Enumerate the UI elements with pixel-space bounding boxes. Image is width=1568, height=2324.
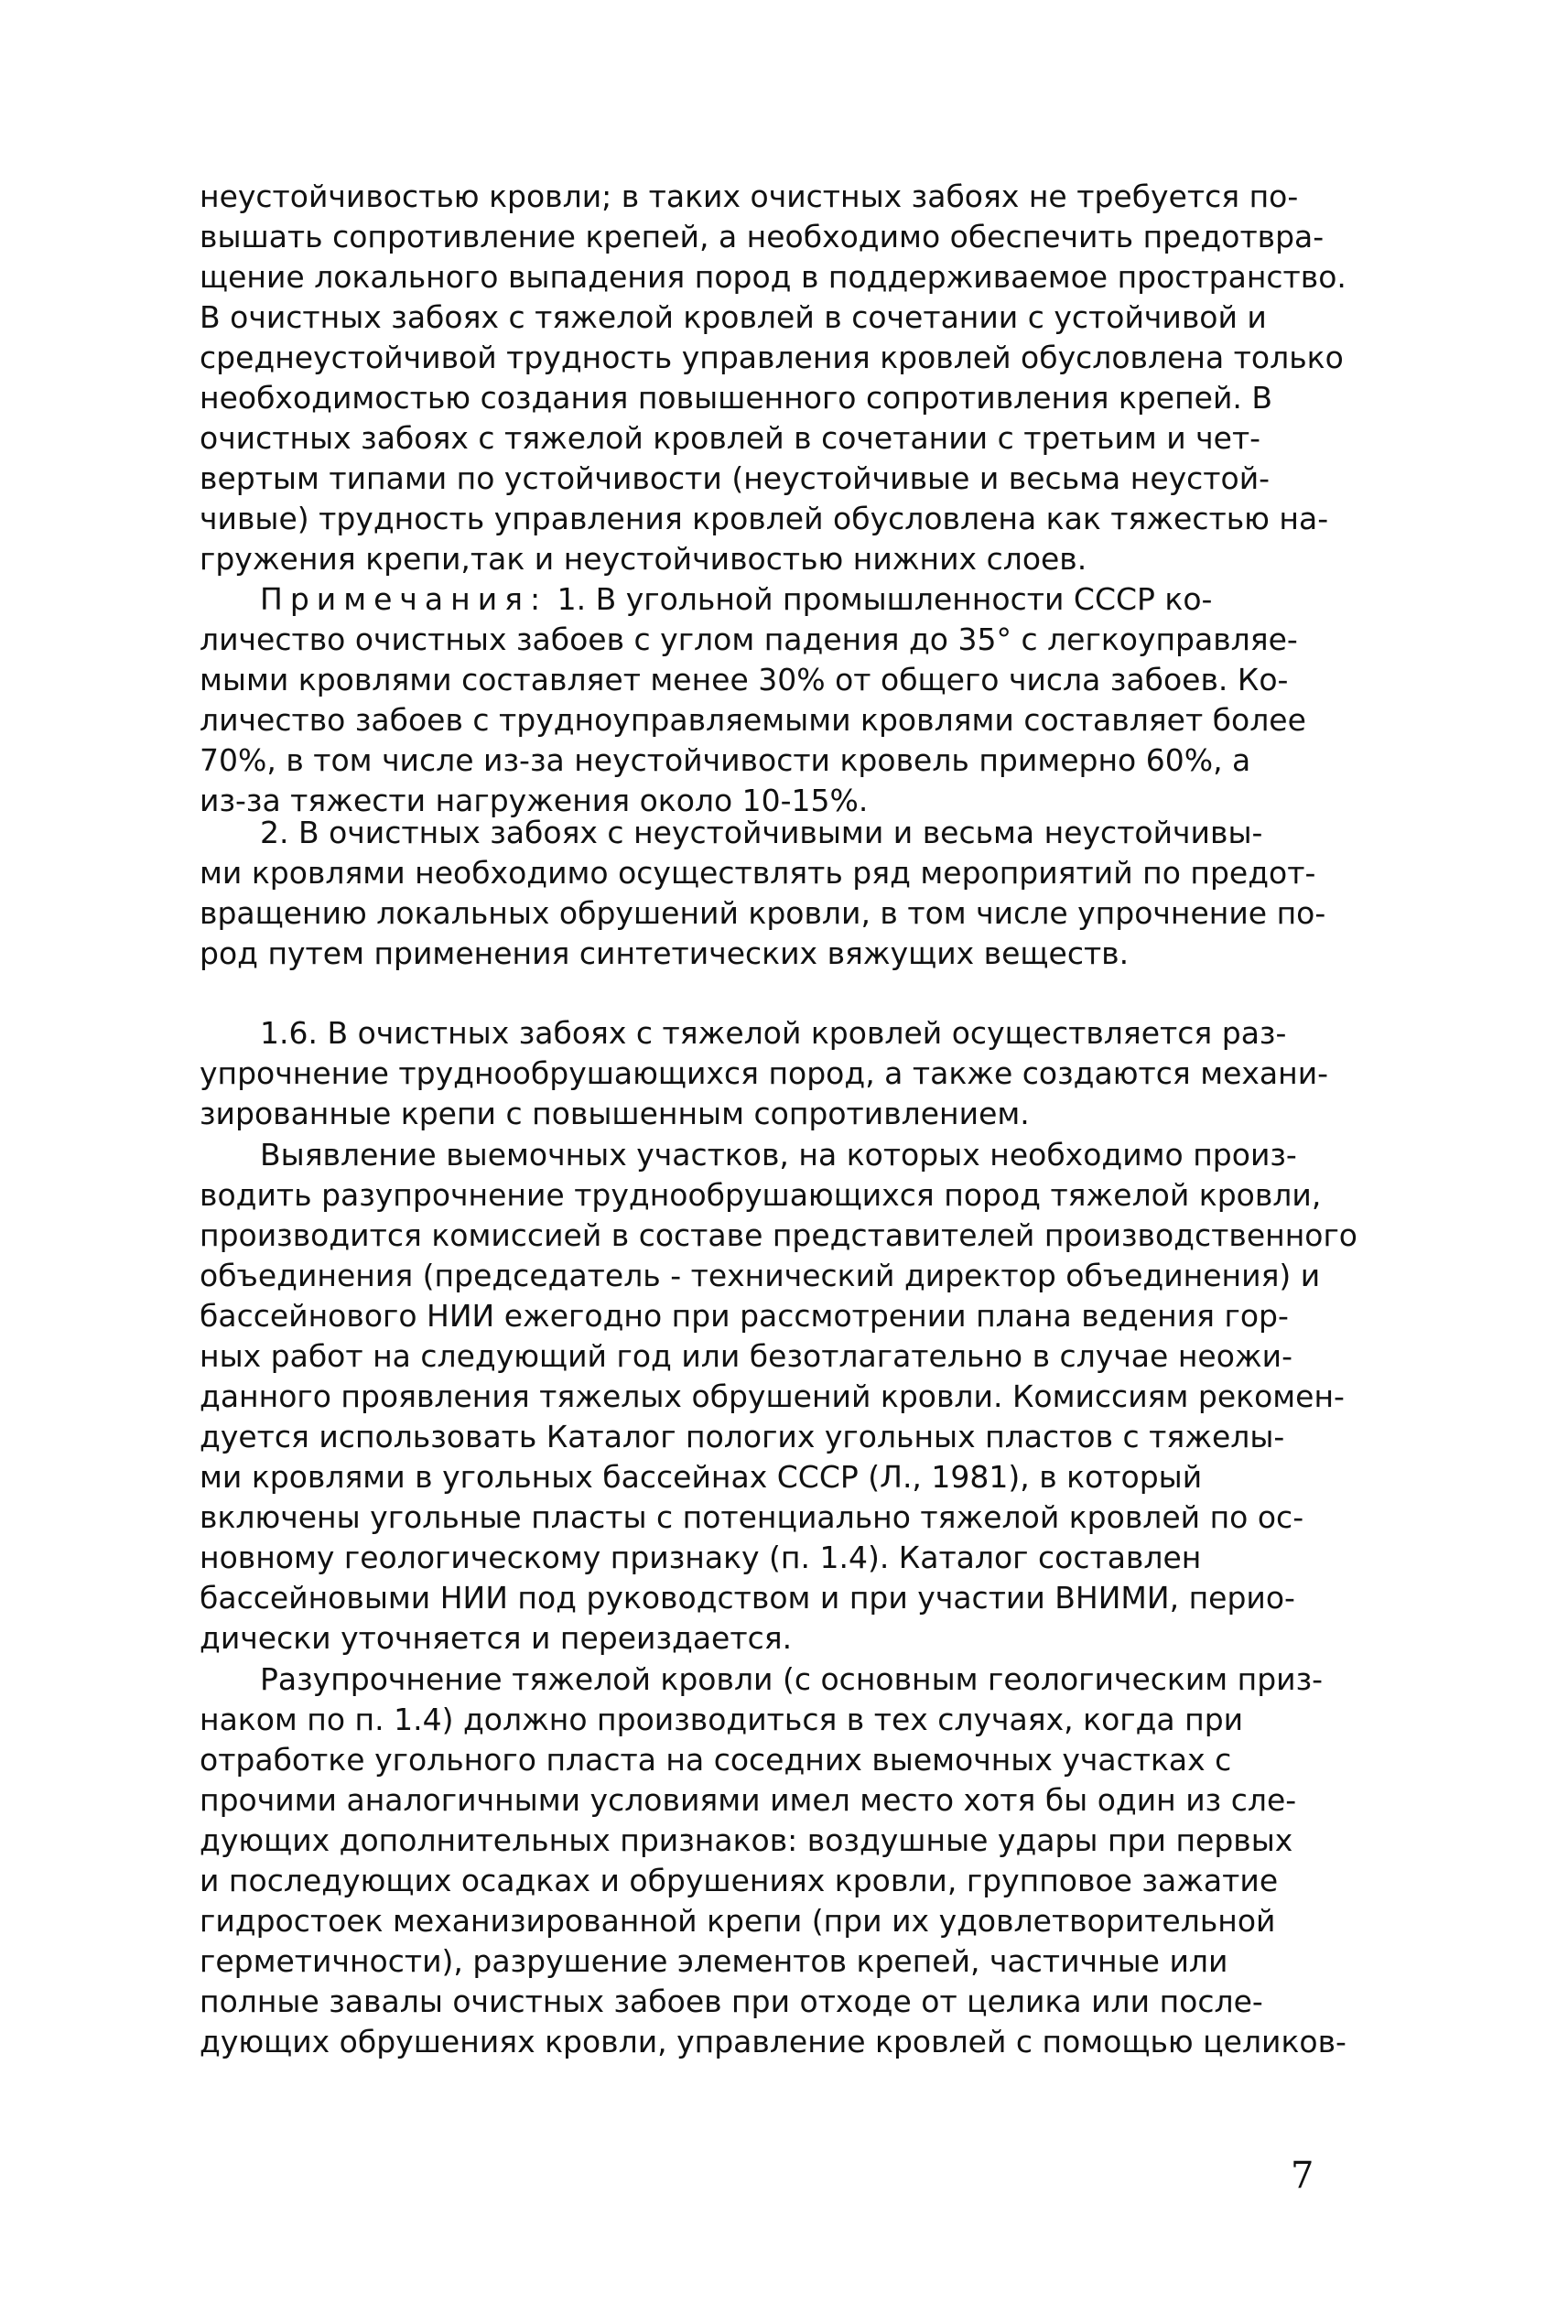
- text-line: вышать сопротивление крепей, а необходимо обеспечить предотвра-: [200, 219, 1325, 254]
- notes-label: Примечания:: [260, 581, 548, 617]
- text-line: производится комиссией в составе представителей производственного: [200, 1217, 1357, 1253]
- text-line: 70%, в том числе из-за неустойчивости кровель примерно 60%, а: [200, 742, 1251, 778]
- text-line: зированные крепи с повышенным сопротивлением.: [200, 1096, 1030, 1131]
- text-line: необходимостью создания повышенного сопротивления крепей. В: [200, 380, 1273, 416]
- paragraph-commission: [200, 1135, 1397, 1659]
- section-1-6: [200, 1013, 1397, 1134]
- text-line: и последующих осадках и обрушениях кровли, групповое зажатие: [200, 1863, 1279, 1898]
- text-line: дически уточняется и переиздается.: [200, 1620, 793, 1656]
- notes-first-line: [200, 579, 1397, 620]
- text-line: дуется использовать Каталог пологих угольных пластов с тяжелы-: [200, 1419, 1285, 1454]
- text-line: данного проявления тяжелых обрушений кровли. Комиссиям рекомен-: [200, 1378, 1345, 1414]
- paragraph-softening: [200, 1659, 1397, 2062]
- text-line: ми кровлями в угольных бассейнах СССР (Л., 1981), в который: [200, 1459, 1203, 1495]
- text-line: 2. В очистных забоях с неустойчивыми и весьма неустойчивы-: [260, 815, 1263, 850]
- text-line: среднеустойчивой трудность управления кровлей обусловлена только: [200, 340, 1344, 375]
- text-line: объединения (председатель - технический директор объединения) и: [200, 1258, 1321, 1293]
- text-line: личество забоев с трудноуправляемыми кровлями составляет более: [200, 702, 1306, 738]
- text-line: отработке угольного пласта на соседних выемочных участках с: [200, 1742, 1232, 1778]
- text-line: бассейнового НИИ ежегодно при рассмотрении плана ведения гор-: [200, 1298, 1289, 1334]
- text-line: 1.6. В очистных забоях с тяжелой кровлей осуществляется раз-: [260, 1015, 1287, 1051]
- text-line: полные завалы очистных забоев при отходе от целика или после-: [200, 1984, 1263, 2019]
- text-line: ных работ на следующий год или безотлагательно в случае неожи-: [200, 1338, 1292, 1374]
- text-line: включены угольные пласты с потенциально тяжелой кровлей по ос-: [200, 1499, 1304, 1535]
- text-line: Разупрочнение тяжелой кровли (с основным геологическим приз-: [260, 1661, 1324, 1697]
- text-line: бассейновыми НИИ под руководством и при участии ВНИМИ, перио-: [200, 1580, 1295, 1616]
- text-line: В очистных забоях с тяжелой кровлей в сочетании с устойчивой и: [200, 299, 1267, 335]
- text-line: чивые) трудность управления кровлей обусловлена как тяжестью на-: [200, 501, 1329, 536]
- text-line: неустойчивостью кровли; в таких очистных забоях не требуется по-: [200, 178, 1299, 214]
- paragraph-roof-stability: [200, 177, 1397, 579]
- text-line: очистных забоях с тяжелой кровлей в сочетании с третьим и чет-: [200, 420, 1261, 456]
- text-line: личество очистных забоев с углом падения до 35° с легкоуправляе-: [200, 622, 1298, 657]
- text-line: водить разупрочнение труднообрушающихся пород тяжелой кровли,: [200, 1177, 1322, 1213]
- text-line: гидростоек механизированной крепи (при их удовлетворительной: [200, 1903, 1276, 1939]
- text-line: упрочнение труднообрушающихся пород, а также создаются механи-: [200, 1055, 1329, 1091]
- text-line: вертым типами по устойчивости (неустойчивые и весьма неустой-: [200, 460, 1271, 496]
- notes-section: [200, 579, 1397, 821]
- text-line: ми кровлями необходимо осуществлять ряд мероприятий по предот-: [200, 855, 1316, 891]
- text-line: герметичности), разрушение элементов крепей, частичные или: [200, 1943, 1228, 1979]
- text-line: прочими аналогичными условиями имел место хотя бы один из сле-: [200, 1782, 1297, 1818]
- text-line: щение локального выпадения пород в поддерживаемое пространство.: [200, 259, 1346, 295]
- text-line: дующих обрушениях кровли, управление кровлей с помощью целиков-: [200, 2024, 1346, 2059]
- text-line: дующих дополнительных признаков: воздушные удары при первых: [200, 1822, 1293, 1858]
- note-2: [200, 813, 1397, 974]
- text-line: наком по п. 1.4) должно производиться в тех случаях, когда при: [200, 1702, 1244, 1737]
- text-line: из-за тяжести нагружения около 10-15%.: [200, 783, 869, 818]
- note-1-start: 1. В угольной промышленности СССР ко-: [547, 581, 1213, 617]
- text-line: мыми кровлями составляет менее 30% от общего числа забоев. Ко-: [200, 662, 1289, 697]
- text-line: вращению локальных обрушений кровли, в том числе упрочнение по-: [200, 895, 1326, 931]
- text-line: род путем применения синтетических вяжущих веществ.: [200, 935, 1130, 971]
- text-line: новному геологическому признаку (п. 1.4). Каталог составлен: [200, 1540, 1202, 1575]
- text-line: гружения крепи,так и неустойчивостью нижних слоев.: [200, 541, 1087, 577]
- text-line: Выявление выемочных участков, на которых необходимо произ-: [260, 1137, 1297, 1173]
- page-number: 7: [1291, 2155, 1314, 2197]
